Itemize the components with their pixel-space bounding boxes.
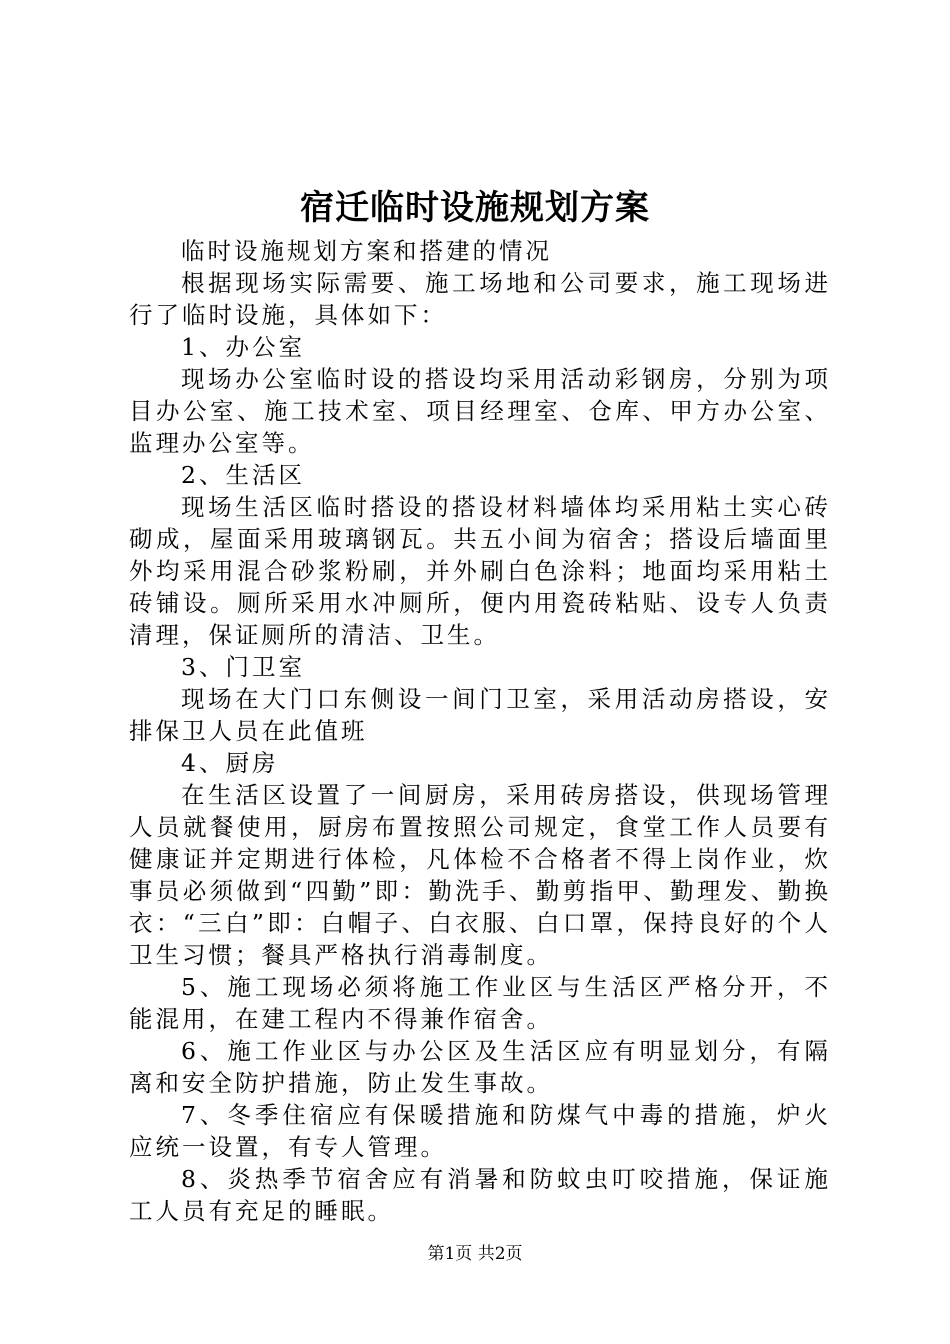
section-heading-guard-room: 3、门卫室: [181, 653, 305, 681]
paragraph-guard-room: 现场在大门口东侧设一间门卫室，采用活动房搭设，安排保卫人员在此值班: [129, 685, 831, 745]
page-number-footer: 第1页 共2页: [427, 1244, 523, 1264]
paragraph-kitchen: 在生活区设置了一间厨房，采用砖房搭设，供现场管理人员就餐使用，厨房布置按照公司规定，食堂工作人员要有健康证并定期进行体检，凡体检不合格者不得上岗作业，炊事员必须做到“四勤”即：勤洗手、勤剪指甲、勤理发、勤换衣：“三白”即：白帽子、白衣服、白口罩，保持良好的个人卫生习惯；餐具严格执行消毒制度。: [129, 781, 831, 969]
paragraph-item-8: 8、炎热季节宿舍应有消暑和防蚊虫叮咬措施，保证施工人员有充足的睡眠。: [129, 1165, 831, 1225]
section-heading-kitchen: 4、厨房: [181, 749, 279, 777]
section-heading-living-area: 2、生活区: [181, 461, 305, 489]
document-body: [129, 235, 831, 1227]
paragraph-living-area: 现场生活区临时搭设的搭设材料墙体均采用粘土实心砖砌成，屋面采用玻璃钢瓦。共五小间为宿舍；搭设后墙面里外均采用混合砂浆粉刷，并外刷白色涂料；地面均采用粘土砖铺设。厕所采用水冲厕所，便内用瓷砖粘贴、设专人负责清理，保证厕所的清洁、卫生。: [129, 493, 831, 649]
paragraph-item-6: 6、施工作业区与办公区及生活区应有明显划分，有隔离和安全防护措施，防止发生事故。: [129, 1037, 831, 1097]
paragraph-overview: 根据现场实际需要、施工场地和公司要求，施工现场进行了临时设施，具体如下：: [129, 269, 831, 329]
document-title: 宿迁临时设施规划方案: [300, 188, 650, 228]
section-heading-office: 1、办公室: [181, 333, 305, 361]
paragraph-item-5: 5、施工现场必须将施工作业区与生活区严格分开，不能混用，在建工程内不得兼作宿舍。: [129, 973, 831, 1033]
paragraph-office: 现场办公室临时设的搭设均采用活动彩钢房，分别为项目办公室、施工技术室、项目经理室、仓库、甲方办公室、监理办公室等。: [129, 365, 831, 457]
paragraph-item-7: 7、冬季住宿应有保暖措施和防煤气中毒的措施，炉火应统一设置，有专人管理。: [129, 1101, 831, 1161]
paragraph-intro: 临时设施规划方案和搭建的情况: [181, 237, 552, 265]
